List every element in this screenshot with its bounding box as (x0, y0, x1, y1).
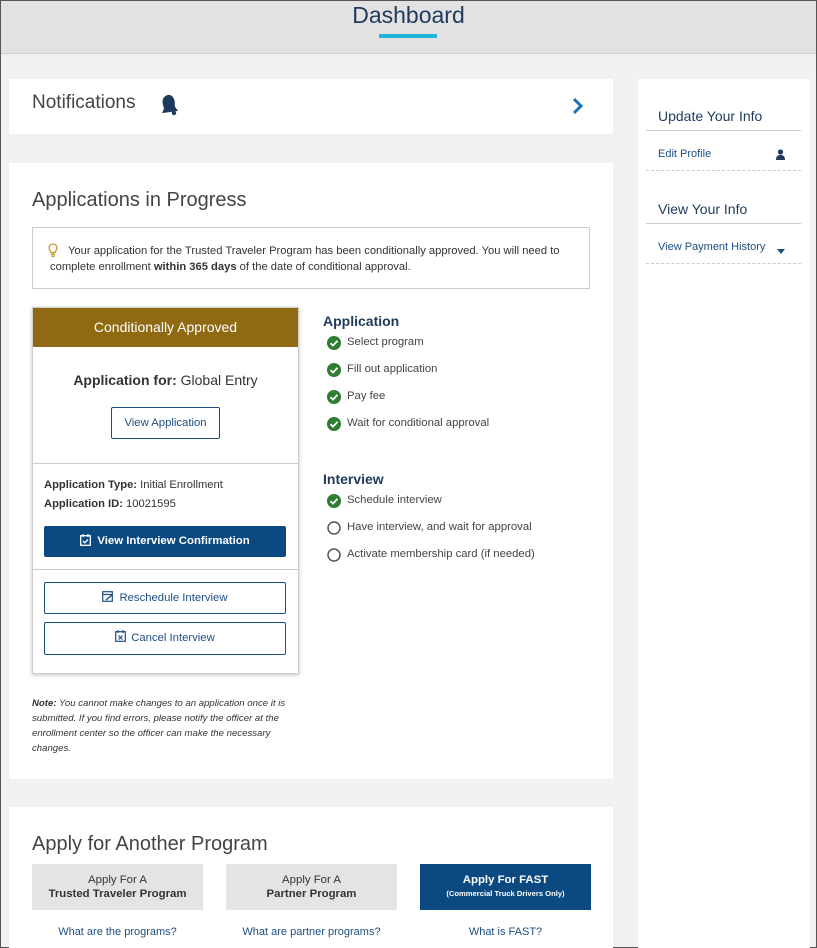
calendar-edit-icon (102, 584, 114, 614)
step-fill-out-application (323, 361, 489, 388)
application-id-value: 10021595 (126, 498, 176, 510)
program-line2: Trusted Traveler Program (48, 888, 187, 900)
application-for-value: Global Entry (180, 372, 258, 388)
step-label: Schedule interview (347, 494, 442, 506)
edit-profile-link[interactable]: Edit Profile (658, 148, 712, 160)
application-for-label: Application for: (73, 372, 177, 388)
interview-steps-heading: Interview (323, 471, 384, 487)
divider (646, 263, 801, 264)
divider (33, 569, 298, 570)
apply-trusted-traveler-button[interactable] (32, 864, 203, 910)
check-circle-icon (327, 363, 341, 382)
calendar-x-icon (115, 624, 126, 655)
program-line2: Partner Program (266, 888, 357, 900)
reschedule-interview-label: Reschedule Interview (119, 592, 228, 604)
application-id (44, 498, 176, 510)
cancel-interview-label: Cancel Interview (131, 632, 215, 644)
application-steps-heading: Application (323, 313, 400, 329)
step-label: Have interview, and wait for approval (347, 521, 532, 533)
divider (646, 130, 801, 131)
apply-title: Apply for Another Program (32, 833, 268, 855)
application-card (32, 307, 299, 674)
step-wait-conditional-approval (323, 415, 489, 442)
program-line2: (Commercial Truck Drivers Only) (446, 889, 565, 898)
bell-icon (157, 92, 181, 121)
note-text (32, 696, 302, 756)
apply-panel (9, 807, 613, 948)
notifications-panel[interactable] (9, 79, 613, 134)
lightbulb-icon (48, 243, 58, 263)
top-bar (1, 1, 816, 54)
empty-circle-icon (327, 548, 341, 567)
program-line1: Apply For A (282, 874, 341, 886)
note-label: Note: (32, 698, 57, 709)
divider (646, 223, 801, 224)
alert-text-pre: Your application for the Trusted Traveler Program has been conditionally approved. You will need to complete enrollment (50, 245, 560, 273)
view-interview-confirmation-label: View Interview Confirmation (97, 535, 250, 547)
applications-title: Applications in Progress (32, 189, 247, 211)
application-type-label: Application Type: (44, 479, 138, 491)
step-label: Activate membership card (if needed) (347, 548, 535, 560)
divider (646, 170, 801, 171)
step-schedule-interview (323, 492, 535, 519)
check-circle-icon (327, 417, 341, 436)
step-label: Fill out application (347, 363, 438, 375)
notifications-title: Notifications (32, 92, 136, 113)
view-application-button[interactable]: View Application (111, 407, 220, 439)
caret-down-icon[interactable] (777, 242, 785, 260)
alert-text-post: of the date of conditional approval. (236, 261, 411, 273)
application-for (33, 372, 298, 388)
cancel-interview-button[interactable] (44, 622, 286, 655)
step-have-interview (323, 519, 535, 546)
step-activate-card (323, 546, 535, 573)
apply-partner-program-button[interactable] (226, 864, 397, 910)
check-circle-icon (327, 390, 341, 409)
step-label: Wait for conditional approval (347, 417, 490, 429)
check-circle-icon (327, 336, 341, 355)
reschedule-interview-button[interactable] (44, 582, 286, 614)
what-are-programs-link[interactable]: What are the programs? (58, 926, 177, 938)
apply-fast-button[interactable] (420, 864, 591, 910)
view-interview-confirmation-button[interactable] (44, 526, 286, 557)
note-body: You cannot make changes to an application once it is submitted. If you find errors, please notify the officer at the enrollment center so the officer can make the necessary changes. (32, 698, 286, 754)
application-steps (323, 313, 489, 442)
what-is-fast-link[interactable]: What is FAST? (468, 926, 543, 938)
page-title: Dashboard (352, 2, 465, 28)
approval-alert (32, 227, 590, 289)
step-select-program (323, 334, 489, 361)
chevron-right-icon[interactable] (571, 97, 585, 120)
divider (33, 463, 298, 464)
sidebar (638, 79, 810, 948)
alert-text (50, 243, 579, 275)
step-label: Pay fee (347, 390, 386, 402)
calendar-check-icon (80, 528, 91, 559)
step-pay-fee (323, 388, 489, 415)
title-underline (379, 34, 437, 38)
check-circle-icon (327, 494, 341, 513)
step-label: Select program (347, 336, 424, 348)
update-info-heading: Update Your Info (658, 108, 763, 124)
application-type-value: Initial Enrollment (140, 479, 223, 491)
status-badge: Conditionally Approved (33, 308, 298, 347)
alert-text-bold: within 365 days (153, 261, 237, 273)
view-info-heading: View Your Info (658, 201, 748, 217)
empty-circle-icon (327, 521, 341, 540)
application-id-label: Application ID: (44, 498, 123, 510)
view-payment-history-link[interactable]: View Payment History (658, 241, 766, 253)
interview-steps (323, 471, 535, 573)
user-icon (776, 147, 785, 165)
program-line1: Apply For FAST (462, 874, 549, 886)
application-type (44, 479, 223, 491)
what-are-partner-programs-link[interactable]: What are partner programs? (242, 926, 381, 938)
applications-panel (9, 163, 613, 779)
program-line1: Apply For A (88, 874, 147, 886)
